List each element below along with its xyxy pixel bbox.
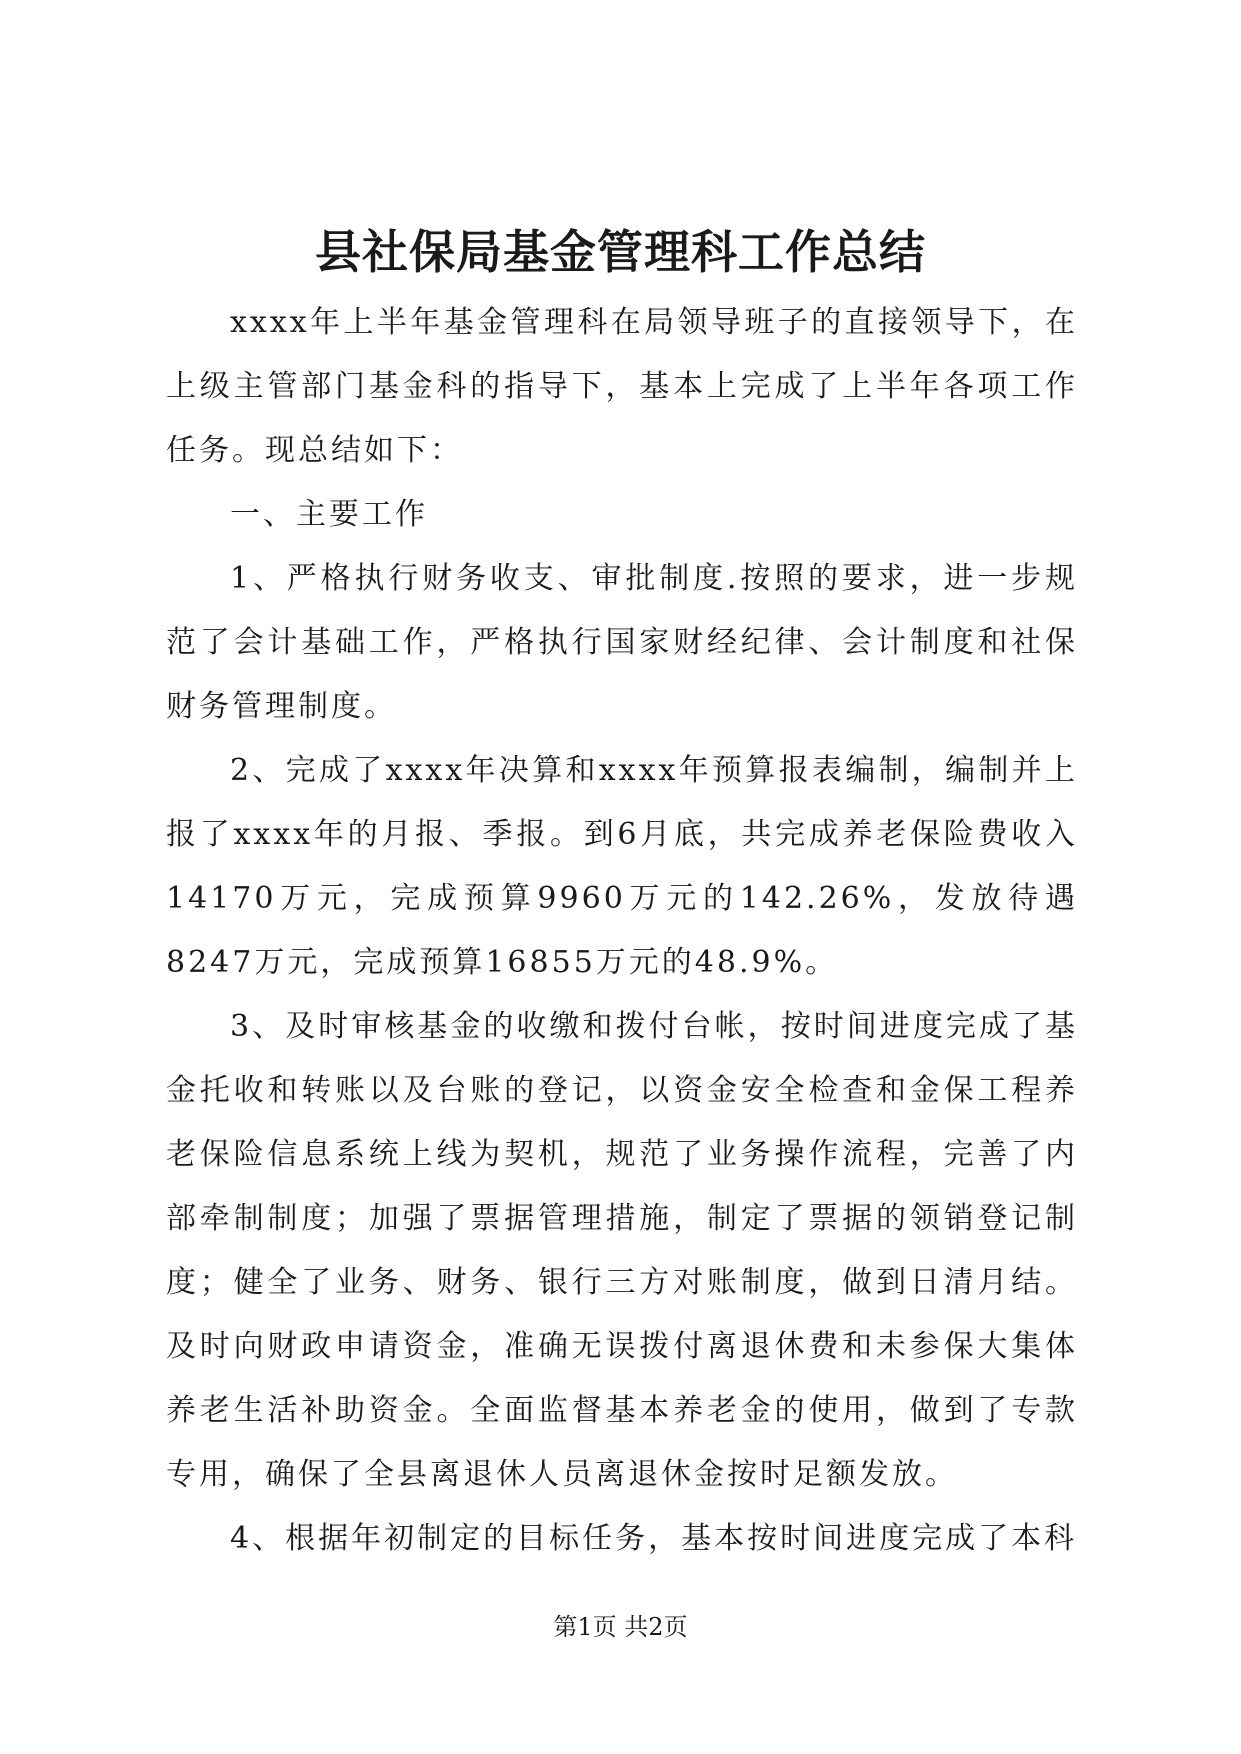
paragraph-intro: xxxx年上半年基金管理科在局领导班子的直接领导下，在上级主管部门基金科的指导下，基本上完成了上半年各项工作任务。现总结如下：	[166, 305, 1078, 468]
paragraph-item-1: 1、严格执行财务收支、审批制度.按照的要求，进一步规范了会计基础工作，严格执行国家财经纪律、会计制度和社保财务管理制度。	[166, 561, 1078, 724]
page-footer	[0, 1612, 1241, 1642]
page-number-label: 第1页 共2页	[553, 1613, 688, 1641]
document-title: 县社保局基金管理科工作总结	[315, 225, 926, 279]
paragraph-item-2: 2、完成了xxxx年决算和xxxx年预算报表编制，编制并上报了xxxx年的月报、季报。到6月底，共完成养老保险费收入14170万元，完成预算9960万元的142.26%，发放待遇8247万元，完成预算16855万元的48.9%。	[166, 753, 1078, 980]
section-heading-main-work: 一、主要工作	[230, 497, 428, 532]
paragraph-item-4: 4、根据年初制定的目标任务，基本按时间进度完成了本科	[230, 1521, 1078, 1556]
document-body	[166, 291, 1078, 1571]
paragraph-item-3: 3、及时审核基金的收缴和拨付台帐，按时间进度完成了基金托收和转账以及台账的登记，以资金安全检查和金保工程养老保险信息系统上线为契机，规范了业务操作流程，完善了内部牵制制度；加强了票据管理措施，制定了票据的领销登记制度；健全了业务、财务、银行三方对账制度，做到日清月结。及时向财政申请资金，准确无误拨付离退休费和未参保大集体养老生活补助资金。全面监督基本养老金的使用，做到了专款专用，确保了全县离退休人员离退休金按时足额发放。	[166, 1009, 1078, 1492]
